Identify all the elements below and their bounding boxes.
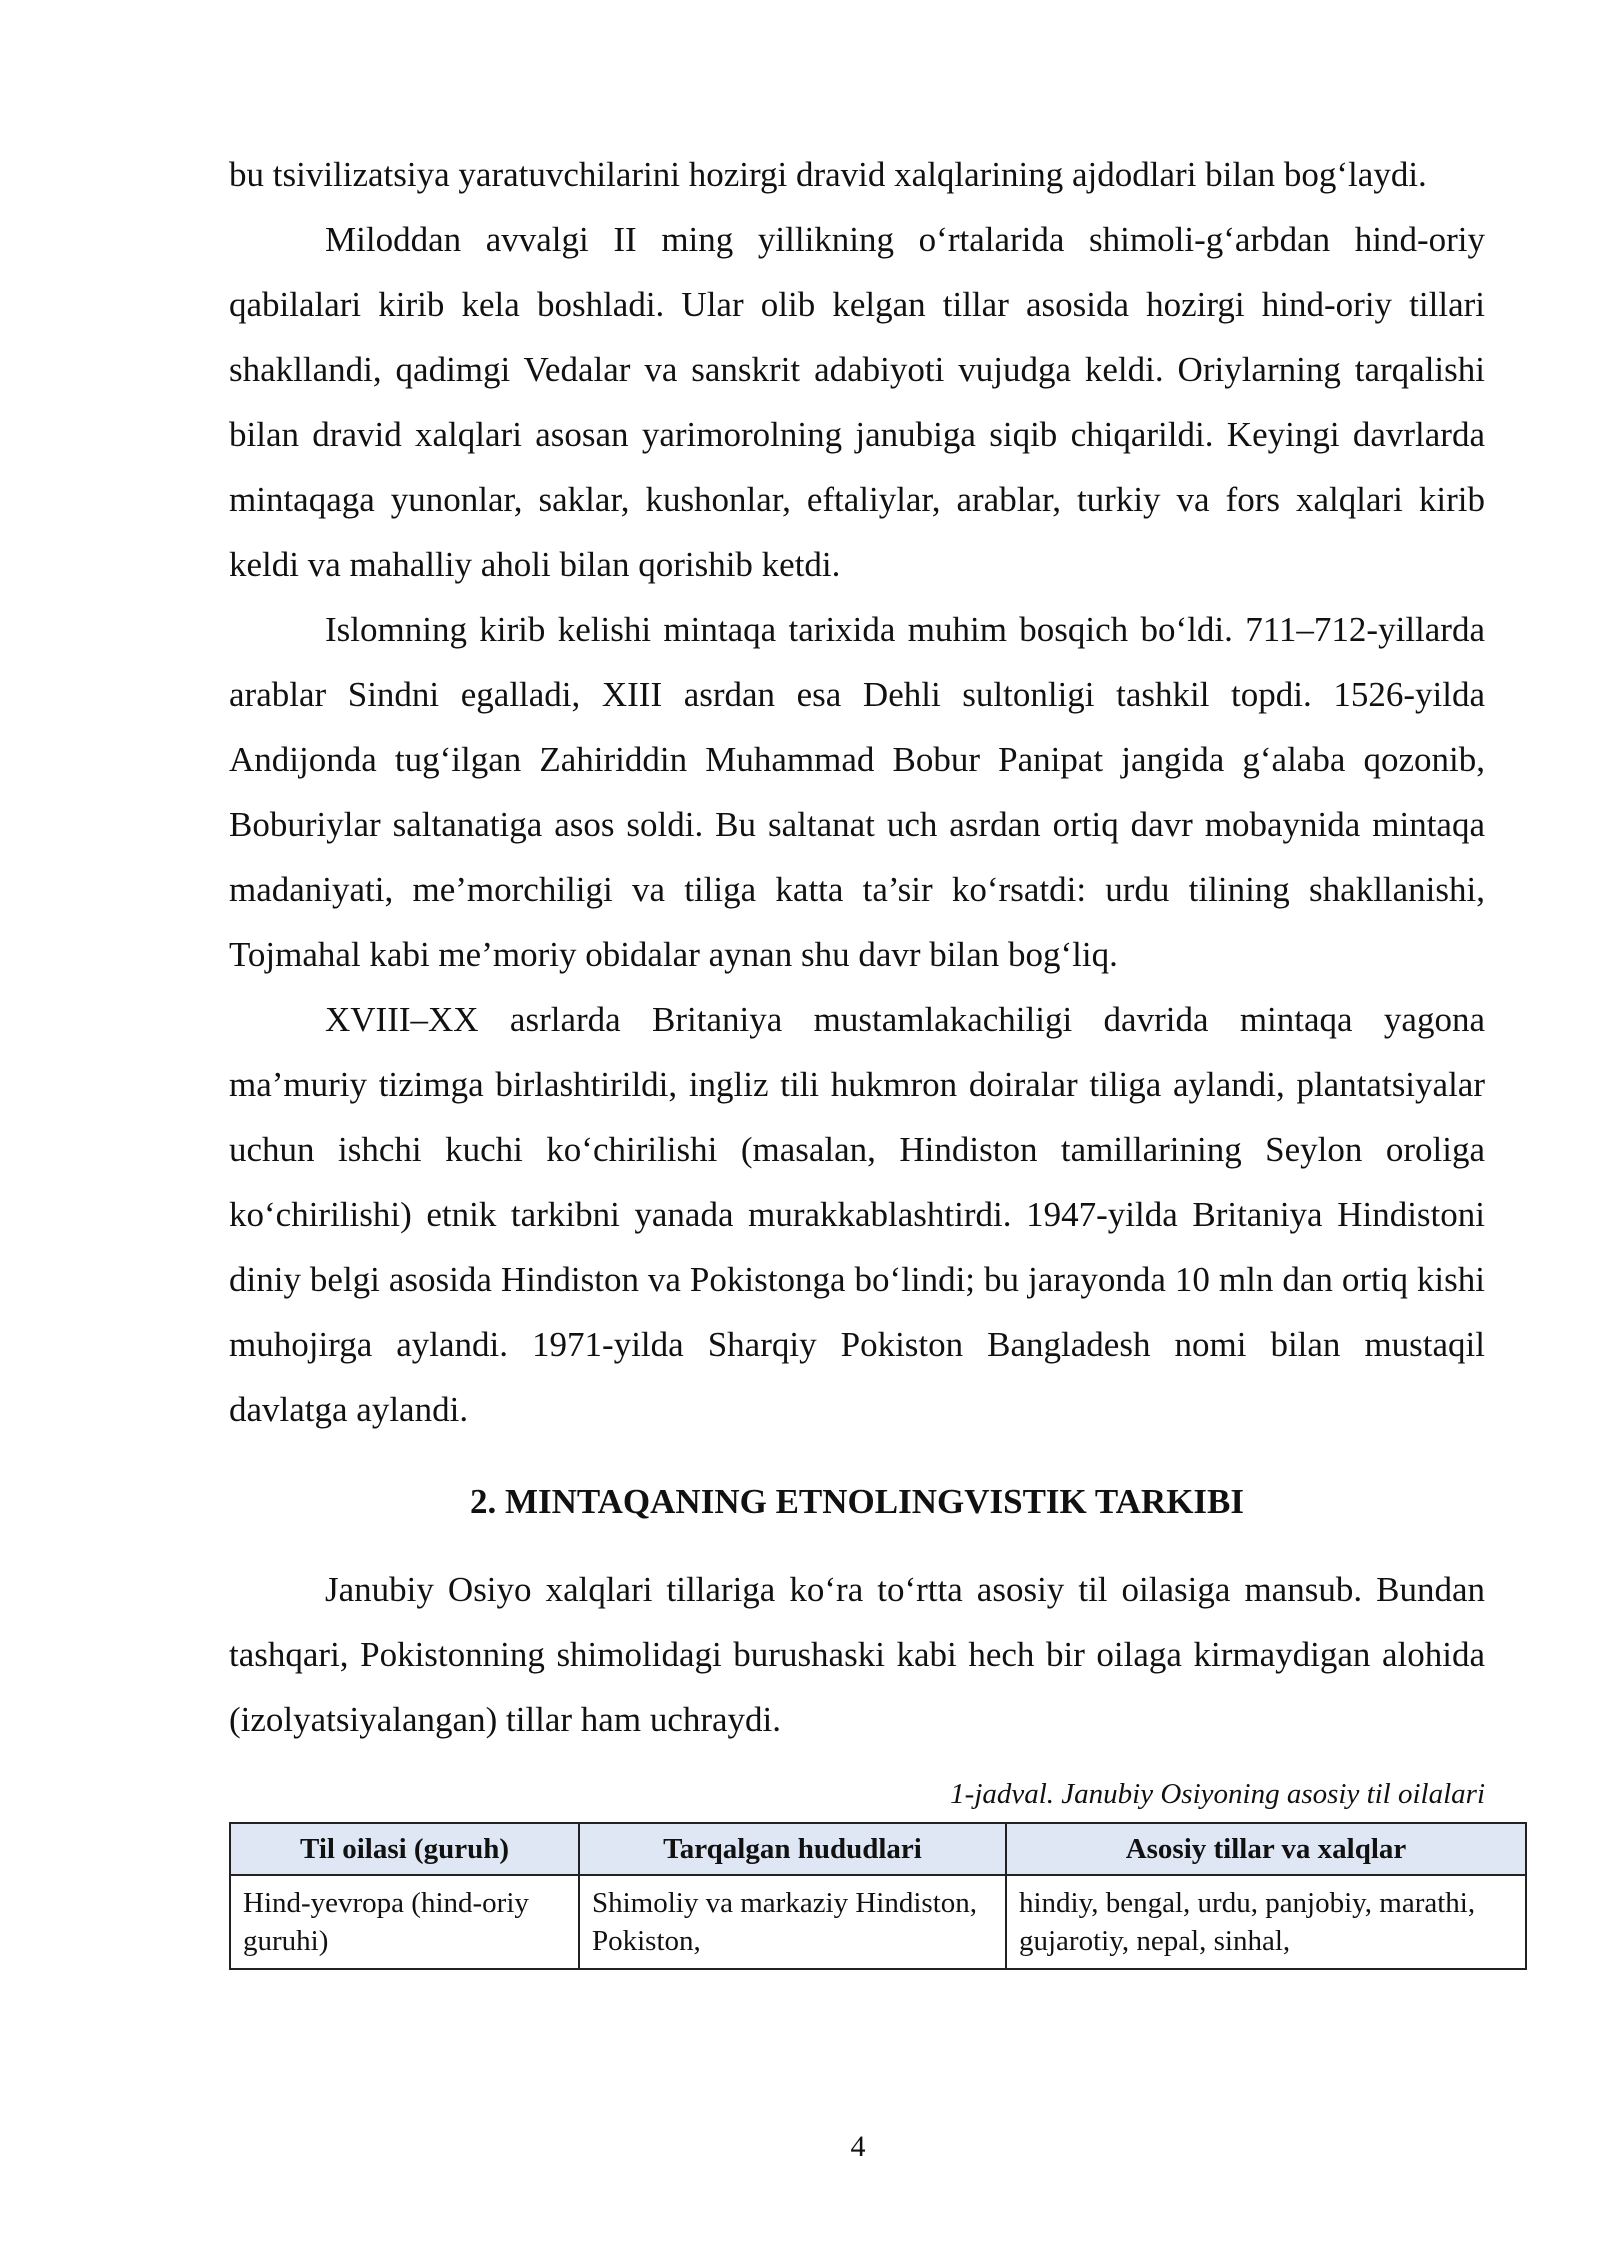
- table-header-cell: Tarqalgan hududlari: [579, 1823, 1006, 1875]
- section-heading: 2. MINTAQANING ETNOLINGVISTIK TARKIBI: [469, 1482, 1245, 1521]
- language-families-table: [229, 1822, 1527, 1970]
- table-cell: Hind-yevropa (hind-oriy guruhi): [230, 1875, 579, 1969]
- paragraph-islam-arrival: Islomning kirib kelishi mintaqa tarixida muhim bosqich bo‘ldi. 711–712-yillarda arablar Sindni egalladi, XIII asrdan esa Dehli sultonligi tashkil topdi. 1526-yilda Andijonda tug‘ilgan Zahiriddin Muhammad Bobur Panipat jangida g‘alaba qozonib, Boburiylar saltanatiga asos soldi. Bu saltanat uch asrdan ortiq davr mobaynida mintaqa madaniyati, me’morchiligi va tiliga katta ta’sir ko‘rsatdi: urdu tilining shakllanishi, Tojmahal kabi me’moriy obidalar aynan shu davr bilan bog‘liq.: [229, 610, 1485, 974]
- page-number: 4: [850, 2130, 866, 2163]
- table-caption: 1-jadval. Janubiy Osiyoning asosiy til oilalari: [950, 1778, 1485, 1810]
- paragraph-british-colonial: XVIII–XX asrlarda Britaniya mustamlakachiligi davrida mintaqa yagona ma’muriy tizimga birlashtirildi, ingliz tili hukmron doiralar tiliga aylandi, plantatsiyalar uchun ishchi kuchi ko‘chirilishi (masalan, Hindiston tamillarining Seylon oroliga ko‘chirilishi) etnik tarkibni yanada murakkablashtirdi. 1947-yilda Britaniya Hindistoni diniy belgi asosida Hindiston va Pokistonga bo‘lindi; bu jarayonda 10 mln dan ortiq kishi muhojirga aylandi. 1971-yilda Sharqiy Pokiston Bangladesh nomi bilan mustaqil davlatga aylandi.: [229, 1000, 1485, 1429]
- table-header-cell: Asosiy tillar va xalqlar: [1006, 1823, 1526, 1875]
- table-header-row: [230, 1823, 1526, 1875]
- table-cell: Shimoliy va markaziy Hindiston, Pokiston,: [579, 1875, 1006, 1969]
- paragraph-language-families: Janubiy Osiyo xalqlari tillariga ko‘ra to‘rtta asosiy til oilasiga mansub. Bundan tashqari, Pokistonning shimolidagi burushaski kabi hech bir oilaga kirmaydigan alohida (izolyatsiyalangan) tillar ham uchraydi.: [229, 1570, 1485, 1739]
- table-row: [230, 1875, 1526, 1969]
- paragraph-continuation: bu tsivilizatsiya yaratuvchilarini hozirgi dravid xalqlarining ajdodlari bilan bog‘laydi.: [229, 155, 1427, 194]
- table-header-cell: Til oilasi (guruh): [230, 1823, 579, 1875]
- paragraph-indo-aryan-migration: Miloddan avvalgi II ming yillikning o‘rtalarida shimoli-g‘arbdan hind-oriy qabilalari kirib kela boshladi. Ular olib kelgan tillar asosida hozirgi hind-oriy tillari shakllandi, qadimgi Vedalar va sanskrit adabiyoti vujudga keldi. Oriylarning tarqalishi bilan dravid xalqlari asosan yarimorolning janubiga siqib chiqarildi. Keyingi davrlarda mintaqaga yunonlar, saklar, kushonlar, eftaliylar, arablar, turkiy va fors xalqlari kirib keldi va mahalliy aholi bilan qorishib ketdi.: [229, 220, 1485, 584]
- page-content: [229, 142, 1485, 1970]
- table-cell: hindiy, bengal, urdu, panjobiy, marathi, gujarotiy, nepal, sinhal,: [1006, 1875, 1526, 1969]
